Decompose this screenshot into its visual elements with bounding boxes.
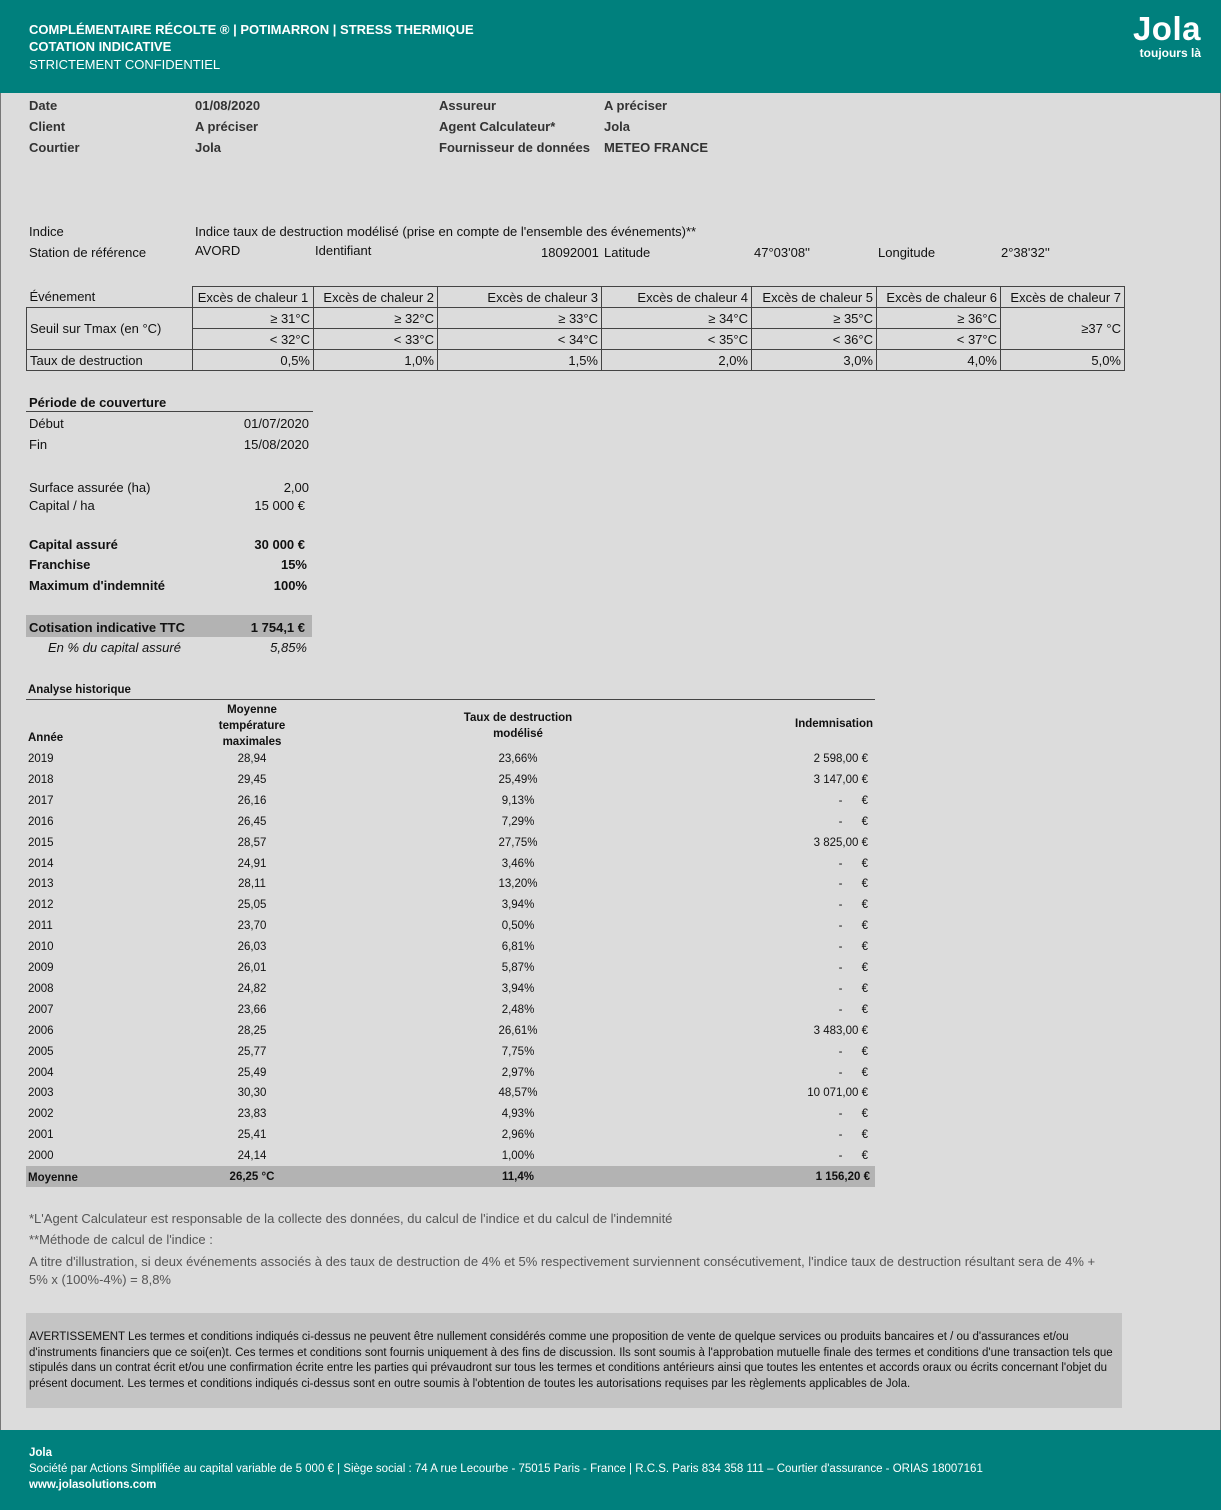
history-rate: 3,46% [501,857,535,870]
history-year: 2006 [28,1024,54,1037]
history-temp: 23,70 [237,920,267,933]
events-table [26,286,1125,371]
event-name-1: Excès de chaleur 1 [193,287,314,308]
threshold-max-5: < 36°C [752,329,877,350]
history-indem: - € [838,857,868,870]
event-name-3: Excès de chaleur 3 [438,287,602,308]
rate-3: 1,5% [438,350,602,371]
client-value: A préciser [195,119,259,134]
history-temp: 23,83 [237,1108,267,1121]
history-rate: 26,61% [498,1024,538,1037]
threshold-min-row [27,308,1125,329]
history-rate: 25,49% [498,773,538,786]
footer-company: Jola [29,1447,53,1459]
history-rate: 3,94% [501,982,535,995]
history-year: 2003 [28,1087,54,1100]
capital-label: Capital assuré [29,537,118,552]
capital-ha-label: Capital / ha [29,498,95,513]
history-year: 2005 [28,1045,54,1058]
threshold-max-6: < 37°C [877,329,1001,350]
history-rate: 2,97% [501,1066,535,1079]
history-avg-rate: 11,4% [502,1171,534,1183]
history-rate: 6,81% [501,941,535,954]
history-temp: 26,16 [237,794,267,807]
history-avg-temp: 26,25 °C [229,1171,275,1183]
event-name-7: Excès de chaleur 7 [1001,287,1125,308]
history-rate: 5,87% [501,962,535,974]
history-temp: 28,57 [237,836,267,849]
note-agent: *L'Agent Calculateur est responsable de la collecte des données, du calcul de l'indice et du calcul de l'indemnité [29,1211,673,1226]
courtier-value: Jola [195,140,222,155]
history-rate: 48,57% [498,1087,538,1100]
rate-5: 3,0% [752,350,877,371]
history-indem: - € [838,1003,868,1016]
history-year: 2018 [28,773,54,786]
history-year: 2016 [28,815,54,828]
header-subtitle: COTATION INDICATIVE [29,39,172,54]
history-temp: 28,11 [238,878,266,891]
event-label: Événement [27,287,193,308]
history-indem: - € [838,899,868,912]
surface-label: Surface assurée (ha) [29,480,151,495]
history-temp: 25,05 [237,899,267,912]
history-year: 2012 [28,899,54,912]
history-indem: - € [838,1045,868,1058]
coverage-divider [26,411,313,412]
agent-label: Agent Calculateur* [439,119,556,134]
history-year: 2017 [28,794,54,807]
identifiant-label: Identifiant [315,243,372,258]
history-year: 2011 [28,920,53,933]
threshold-max-3: < 34°C [438,329,602,350]
capital-ha-value: 15 000 € [254,498,305,513]
franchise-label: Franchise [29,557,91,572]
note-method: **Méthode de calcul de l'indice : [29,1232,213,1247]
history-indem: - € [838,794,868,807]
history-indem: 3 483,00 € [813,1024,868,1037]
threshold-max-1: < 32°C [193,329,314,350]
rate-2: 1,0% [314,350,438,371]
rate-4: 2,0% [602,350,752,371]
history-temp: 24,91 [237,857,267,870]
franchise-value: 15% [280,557,307,572]
latitude-label: Latitude [604,245,651,260]
pct-capital-value: 5,85% [270,640,307,655]
footer [0,1430,1221,1510]
history-temp: 25,49 [237,1066,267,1079]
history-indem: - € [838,878,868,891]
history-year: 2009 [28,962,54,974]
threshold-max-4: < 35°C [602,329,752,350]
indice-value: Indice taux de destruction modélisé (prise en compte de l'ensemble des événements)** [195,224,697,239]
history-rate: 27,75% [498,836,538,849]
footer-legal: Société par Actions Simplifiée au capital variable de 5 000 € | Siège social : 74 A rue Lecourbe - 75015 Paris - France | R.C.S. Paris 834 358 111 – Courtier d'assurance - ORIAS 18007161 [29,1463,983,1475]
threshold-max-2: < 33°C [314,329,438,350]
history-year: 2015 [28,836,54,849]
history-divider [26,699,875,700]
history-temp: 29,45 [237,773,267,786]
history-year: 2019 [28,753,54,765]
history-temp: 24,82 [237,982,267,995]
indice-label: Indice [29,224,64,239]
history-indem: - € [838,1129,868,1142]
event-name-2: Excès de chaleur 2 [314,287,438,308]
date-label: Date [29,98,58,113]
events-header-row [27,287,1125,308]
max-indemnite-label: Maximum d'indemnité [29,578,165,593]
threshold-min-1: ≥ 31°C [193,308,314,329]
history-rate: 2,48% [501,1003,535,1016]
history-indem: 3 147,00 € [813,773,868,786]
note-illustration: A titre d'illustration, si deux événements associés à des taux de destruction de 4% et 5% respectivement surviennent consécutivement, l'indice taux de destruction résultant sera de 4% + 5% x (100%-4%) = 8,8% [29,1254,1096,1287]
history-year: 2004 [28,1066,54,1079]
footer-website[interactable]: www.jolasolutions.com [29,1479,157,1491]
date-value: 01/08/2020 [195,98,261,113]
history-temp: 26,01 [237,962,267,974]
header-banner [0,0,1221,93]
pct-capital-label: En % du capital assuré [48,640,181,655]
history-indem: - € [838,982,868,995]
history-rate: 2,96% [501,1129,535,1142]
history-year: 2000 [28,1150,54,1163]
threshold-min-5: ≥ 35°C [752,308,877,329]
history-rate: 0,50% [501,920,535,933]
agent-value: Jola [604,119,631,134]
history-temp: 25,77 [237,1045,267,1058]
fournisseur-value: METEO FRANCE [604,140,708,155]
history-avg-indem: 1 156,20 € [815,1171,870,1183]
disclaimer-box: AVERTISSEMENT Les termes et conditions indiqués ci-dessus ne peuvent être nullement considérés comme une proposition de vente de quelque services ou produits bancaires et / ou d'assurances et/ou d'instruments financiers que ce soi(en)t. Ces termes et conditions sont fournis uniquement à des fins de discussion. Ils sont soumis à l'approbation mutuelle finale des termes et conditions d'une transaction tels que stipulés dans un contrat écrit et/ou une confirmation écrite entre les parties qui prévaudront sur tous les termes et conditions antérieurs ainsi que toutes les ententes et accords oraux ou écrits concernant l'objet du présent document. Les termes et conditions indiqués ci-dessus sont en outre soumis à l'obtention de toutes les autorisations requises par les règlements applicables de Jola. [26,1313,1122,1408]
threshold-7: ≥37 °C [1001,308,1125,350]
header-title: COMPLÉMENTAIRE RÉCOLTE ® | POTIMARRON | STRESS THERMIQUE [29,22,474,37]
threshold-label: Seuil sur Tmax (en °C) [27,308,193,350]
assureur-label: Assureur [439,98,497,113]
history-temp: 26,03 [237,941,267,954]
history-indem: - € [838,1066,868,1079]
threshold-min-2: ≥ 32°C [314,308,438,329]
history-indem: - € [838,815,868,828]
surface-value: 2,00 [283,480,309,495]
history-col-temp: Moyenne température maximales [218,704,286,748]
debut-value: 01/07/2020 [243,416,309,431]
rate-6: 4,0% [877,350,1001,371]
history-temp: 30,30 [237,1087,267,1100]
latitude-value: 47°03'08'' [754,245,811,260]
history-avg-label: Moyenne [28,1172,78,1184]
history-col-indem: Indemnisation [795,718,873,730]
history-temp: 25,41 [237,1129,267,1142]
event-name-5: Excès de chaleur 5 [752,287,877,308]
threshold-min-6: ≥ 36°C [877,308,1001,329]
longitude-label: Longitude [878,245,936,260]
cotisation-label: Cotisation indicative TTC [29,620,186,635]
history-temp: 23,66 [237,1003,267,1016]
history-year: 2010 [28,941,54,954]
station-value: AVORD [195,243,241,258]
history-year: 2013 [28,878,54,891]
logo-tagline: toujours là [1139,46,1201,60]
threshold-min-4: ≥ 34°C [602,308,752,329]
assureur-value: A préciser [604,98,668,113]
fin-label: Fin [29,437,48,452]
history-indem: - € [838,1150,868,1163]
event-name-6: Excès de chaleur 6 [877,287,1001,308]
history-rate: 7,75% [501,1045,535,1058]
rate-row [27,350,1125,371]
client-label: Client [29,119,66,134]
history-rate: 1,00% [501,1150,535,1163]
history-temp: 28,94 [237,753,267,765]
coverage-title: Période de couverture [29,395,167,410]
history-indem: - € [838,920,868,933]
longitude-value: 2°38'32'' [1001,245,1050,260]
jola-logo [1133,12,1201,60]
event-name-4: Excès de chaleur 4 [602,287,752,308]
history-temp: 26,45 [237,815,267,828]
history-indem: - € [838,941,868,954]
logo-name: Jola [1132,10,1201,47]
rate-1: 0,5% [193,350,314,371]
max-indemnite-value: 100% [273,578,307,593]
debut-label: Début [29,416,64,431]
rate-label: Taux de destruction [27,350,193,371]
history-rate: 13,20% [498,878,538,891]
capital-value: 30 000 € [254,537,305,552]
history-indem: - € [838,962,868,974]
history-rate: 9,13% [501,794,535,807]
history-temp: 24,14 [237,1150,267,1163]
identifiant-value: 18092001 [541,245,599,260]
station-label: Station de référence [29,245,147,260]
history-rate: 4,93% [501,1108,535,1121]
history-indem: 2 598,00 € [813,753,868,765]
history-year: 2001 [28,1129,54,1142]
history-indem: 3 825,00 € [813,836,868,849]
history-year: 2007 [28,1003,54,1016]
history-title: Analyse historique [28,684,131,696]
history-rate: 7,29% [501,815,535,828]
history-indem: - € [838,1108,868,1121]
history-temp: 28,25 [237,1024,267,1037]
courtier-label: Courtier [29,140,80,155]
history-col-year: Année [28,732,64,744]
history-indem: 10 071,00 € [807,1087,868,1100]
fin-value: 15/08/2020 [243,437,309,452]
cotisation-value: 1 754,1 € [250,620,305,635]
history-rate: 3,94% [501,899,535,912]
history-year: 2002 [28,1108,54,1121]
history-rate: 23,66% [498,753,538,765]
rate-7: 5,0% [1001,350,1125,371]
header-confidential: STRICTEMENT CONFIDENTIEL [29,57,221,72]
history-year: 2014 [28,857,54,870]
history-year: 2008 [28,982,54,995]
history-col-rate: Taux de destruction modélisé [463,712,573,740]
fournisseur-label: Fournisseur de données [439,140,590,155]
threshold-min-3: ≥ 33°C [438,308,602,329]
